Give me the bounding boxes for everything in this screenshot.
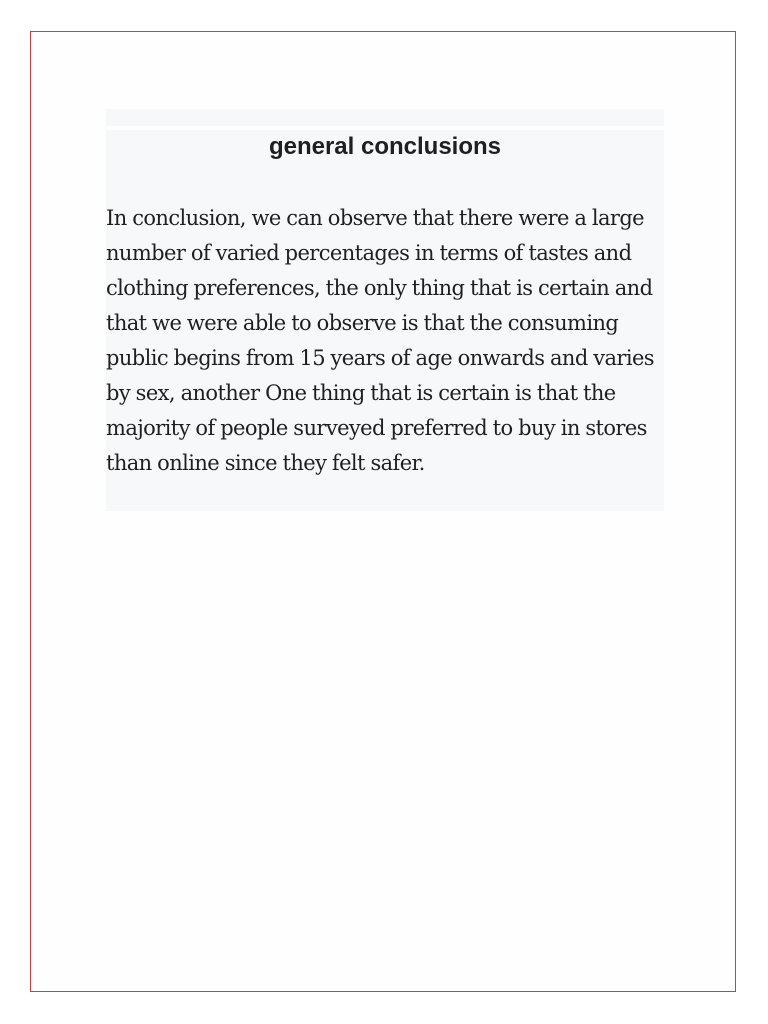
conclusion-paragraph: In conclusion, we can observe that there were a large number of varied percentages in terms of tastes and clothing preferences, the only thing that is certain and that we were able to observe is that the consuming public begins from 15 years of age onwards and varies by sex, another One thing that is certain is that the majority of people surveyed preferred to buy in stores than online since they felt safer. <box>106 206 654 475</box>
section-heading: general conclusions <box>268 133 502 160</box>
header-strip <box>106 109 664 126</box>
content-block <box>106 130 664 511</box>
